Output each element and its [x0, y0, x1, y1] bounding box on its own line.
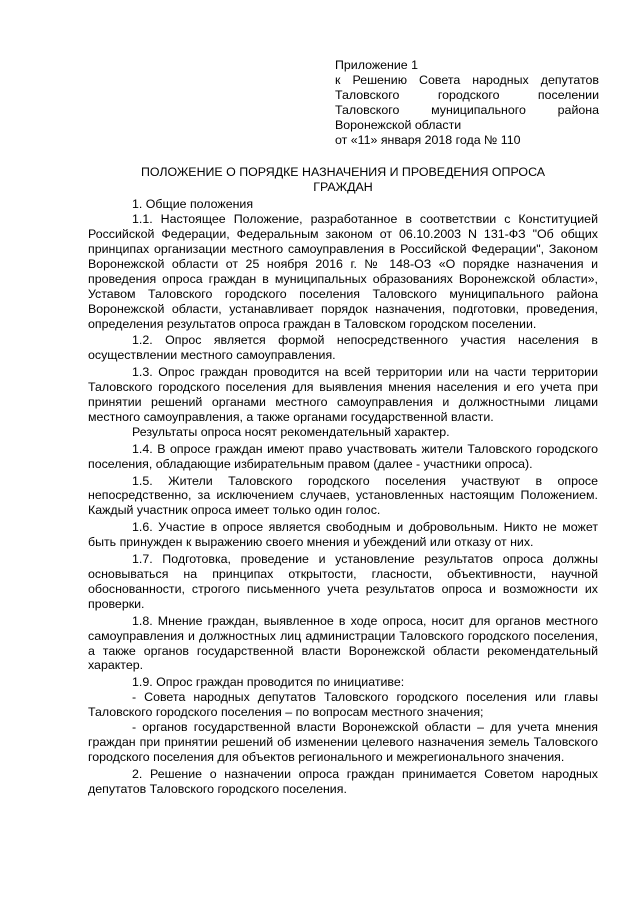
paragraph-1-4: 1.4. В опросе граждан имеют право участвовать жители Таловского городского поселения, обладающие избирательным правом (далее - участники опроса). — [88, 441, 598, 471]
paragraph-2: 2. Решение о назначении опроса граждан принимается Советом народных депутатов Таловского городского поселения. — [88, 766, 598, 796]
appendix-line-1: Приложение 1 — [335, 58, 419, 72]
paragraph-1-8: 1.8. Мнение граждан, выявленное в ходе опроса, носит для органов местного самоуправления и должностных лиц администрации Таловского городского поселения, а также органов государственной власти Воронежской области рекомендательный характер. — [88, 613, 598, 673]
paragraph-1-5: 1.5. Жители Таловского городского поселения участвуют в опросе непосредственно, за исключением случаев, установленных настоящим Положением. Каждый участник опроса имеет только один голос. — [88, 473, 598, 518]
appendix-line-2: к Решению Совета народных депутатов — [335, 72, 599, 87]
paragraph-1-3: 1.3. Опрос граждан проводится на всей территории или на части территории Таловского городского поселения для выявления мнения населения и его учета при принятии решений органами местного самоуправления и должностными лицами местного самоуправления, а также органами государственной власти. — [88, 365, 598, 424]
paragraph-1-1: 1.1. Настоящее Положение, разработанное в соответствии с Конституцией Российской Федерации, Федеральным законом от 06.10.2003 N 131-ФЗ "Об общих принципах организации местного самоуправления в Российской Федерации", Законом Воронежской области от 25 ноября 2016 г. № 148-ОЗ «О порядке назначения и проведения опроса граждан в муниципальных образованиях Воронежской области», Уставом Таловского городского поселения Таловского муниципального района Воронежской области, устанавливает порядок назначения, подготовки, проведения, определения результатов опроса граждан в Таловском городском поселении. — [88, 212, 598, 331]
paragraph-1-7: 1.7. Подготовка, проведение и установление результатов опроса должны основываться на принципах открытости, гласности, объективности, научной обоснованности, строгого письменного учета результатов опроса и возможности их проверки. — [88, 552, 598, 611]
paragraph-1-6: 1.6. Участие в опросе является свободным и добровольным. Никто не может быть принужден к выражению своего мнения и убеждений или отказу от них. — [88, 520, 598, 550]
document-title: ПОЛОЖЕНИЕ О ПОРЯДКЕ НАЗНАЧЕНИЯ И ПРОВЕДЕНИЯ ОПРОСА ГРАЖДАН — [140, 165, 546, 195]
appendix-line-4: Таловского муниципального района — [335, 102, 599, 117]
paragraph-1-2: 1.2. Опрос является формой непосредственного участия населения в осуществлении местного самоуправления. — [88, 333, 598, 363]
appendix-line-6: от «11» января 2018 года № 110 — [335, 132, 521, 147]
paragraph-1-9-item-b: - органов государственной власти Воронежской области – для учета мнения граждан при принятии решений об изменении целевого назначения земель Таловского городского поселения для объектов регионального и межрегионального значения. — [88, 720, 598, 764]
appendix-line-3: Таловского городского поселении — [335, 87, 599, 102]
appendix-line-5: Воронежской области — [335, 117, 462, 132]
section-heading-1: 1. Общие положения — [132, 197, 254, 212]
appendix-header — [335, 58, 599, 147]
paragraph-1-9-item-a: - Совета народных депутатов Таловского городского поселения или главы Таловского городского поселения – по вопросам местного значения; — [88, 690, 598, 720]
paragraph-1-9: 1.9. Опрос граждан проводится по инициативе: — [132, 675, 405, 690]
paragraph-1-3-note: Результаты опроса носят рекомендательный характер. — [132, 424, 450, 439]
